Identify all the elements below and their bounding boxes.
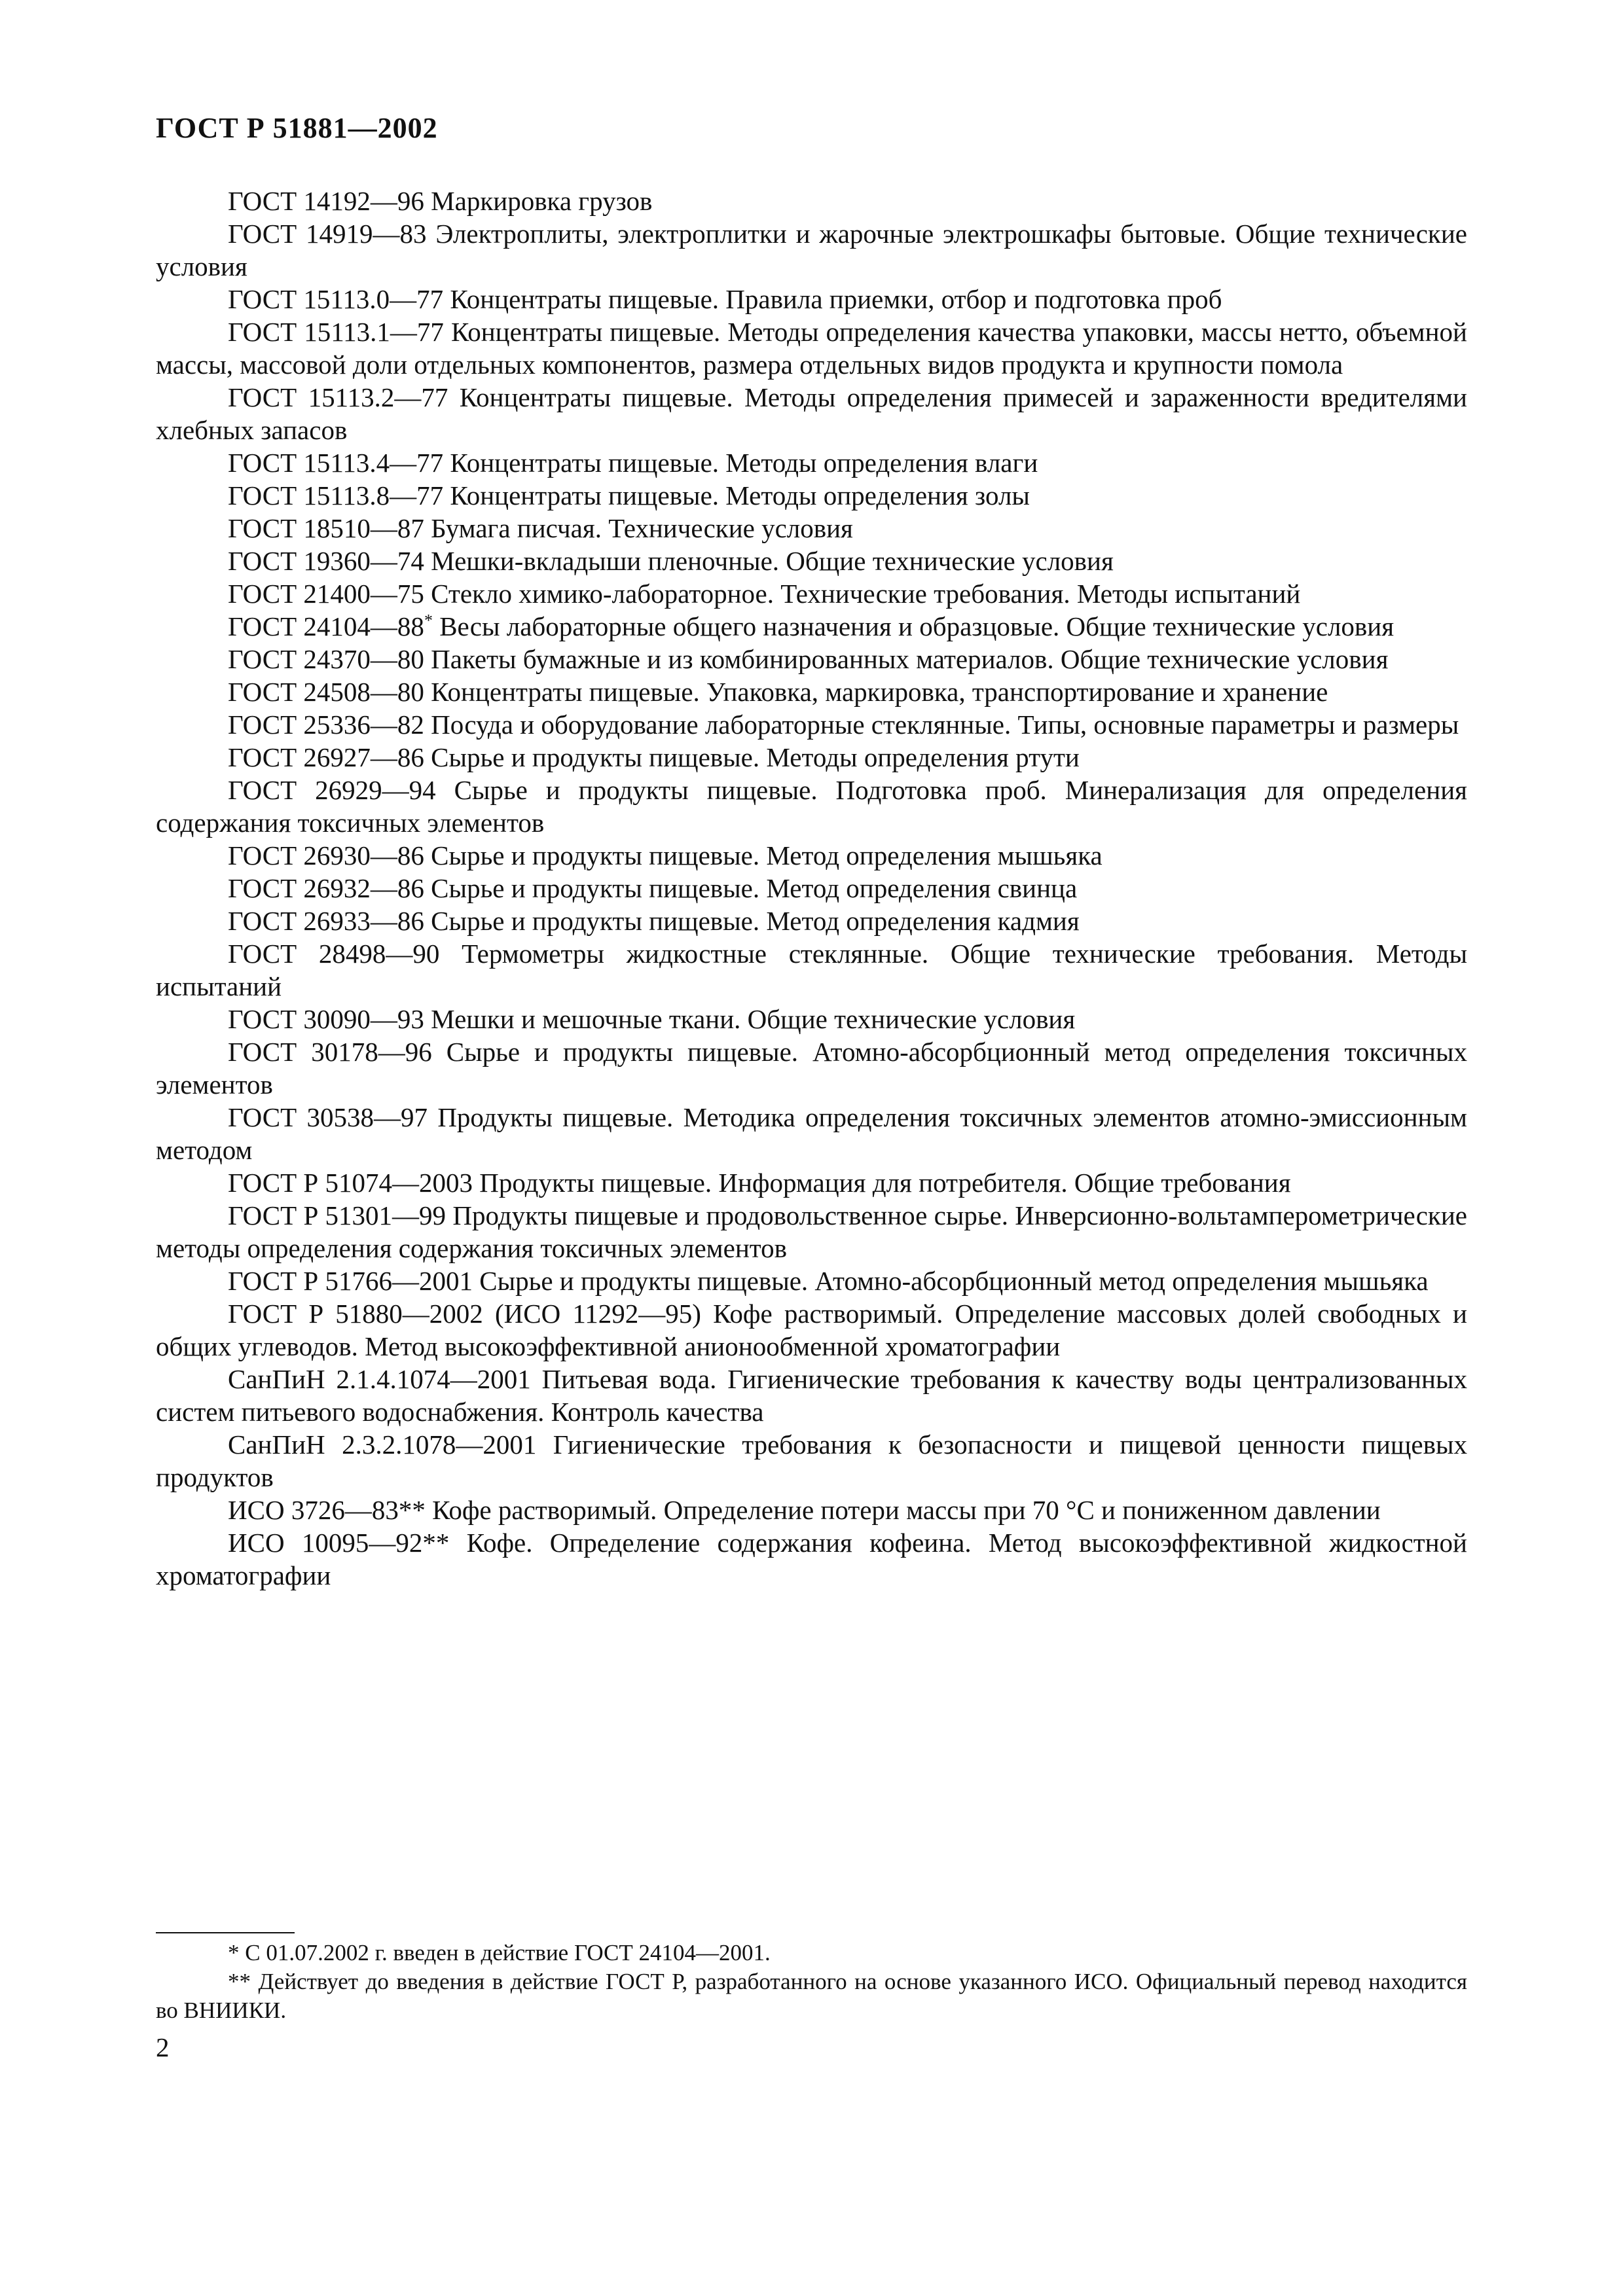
reference-text: ГОСТ 26932—86 Сырье и продукты пищевые. Метод определения свинца bbox=[228, 873, 1078, 903]
reference-text: ГОСТ 15113.1—77 Концентраты пищевые. Методы определения качества упаковки, массы нетто, объемной массы, массовой доли отдельных компонентов, размера отдельных видов продукта и крупности помола bbox=[156, 317, 1467, 380]
reference-text: ГОСТ 28498—90 Термометры жидкостные стеклянные. Общие технические требования. Методы испытаний bbox=[156, 939, 1467, 1001]
reference-text: ГОСТ 18510—87 Бумага писчая. Технические условия bbox=[228, 513, 853, 543]
reference-text: ГОСТ 30090—93 Мешки и мешочные ткани. Общие технические условия bbox=[228, 1004, 1076, 1034]
reference-text: ГОСТ 26927—86 Сырье и продукты пищевые. Методы определения ртути bbox=[228, 742, 1080, 772]
reference-text: СанПиН 2.3.2.1078—2001 Гигиенические требования к безопасности и пищевой ценности пищевых продуктов bbox=[156, 1429, 1467, 1492]
reference-text: ГОСТ 26933—86 Сырье и продукты пищевые. Метод определения кадмия bbox=[228, 906, 1080, 936]
reference-item bbox=[156, 1494, 1467, 1526]
reference-item bbox=[156, 1199, 1467, 1265]
reference-text: ГОСТ 14192—96 Маркировка грузов bbox=[228, 186, 653, 216]
normative-references-list bbox=[156, 185, 1467, 1592]
reference-item bbox=[156, 708, 1467, 741]
reference-item bbox=[156, 577, 1467, 610]
reference-text: ГОСТ 24370—80 Пакеты бумажные и из комбинированных материалов. Общие технические условия bbox=[228, 644, 1389, 674]
reference-text: ГОСТ 24104—88 bbox=[228, 611, 424, 641]
reference-text: ГОСТ 15113.4—77 Концентраты пищевые. Методы определения влаги bbox=[228, 448, 1038, 478]
reference-item bbox=[156, 283, 1467, 315]
reference-text: ГОСТ 19360—74 Мешки-вкладыши пленочные. Общие технические условия bbox=[228, 546, 1114, 576]
reference-text: ГОСТ 15113.2—77 Концентраты пищевые. Методы определения примесей и зараженности вредителями хлебных запасов bbox=[156, 382, 1467, 445]
reference-text: ГОСТ 26930—86 Сырье и продукты пищевые. Метод определения мышьяка bbox=[228, 840, 1103, 870]
reference-item bbox=[156, 1166, 1467, 1199]
document-header-title: ГОСТ Р 51881—2002 bbox=[156, 112, 438, 144]
footnotes-list bbox=[156, 1939, 1467, 2025]
reference-text: ГОСТ 30178—96 Сырье и продукты пищевые. Атомно-абсорбционный метод определения токсичных элементов bbox=[156, 1037, 1467, 1100]
reference-text: СанПиН 2.1.4.1074—2001 Питьевая вода. Гигиенические требования к качеству воды централизованных систем питьевого водоснабжения. Контроль качества bbox=[156, 1364, 1467, 1427]
reference-item bbox=[156, 315, 1467, 381]
reference-text: ГОСТ 26929—94 Сырье и продукты пищевые. Подготовка проб. Минерализация для определения содержания токсичных элементов bbox=[156, 775, 1467, 838]
reference-text: ИСО 10095—92** Кофе. Определение содержания кофеина. Метод высокоэффективной жидкостной хроматографии bbox=[156, 1528, 1467, 1590]
reference-item bbox=[156, 839, 1467, 872]
footnote-marker: * bbox=[424, 611, 433, 630]
reference-item bbox=[156, 185, 1467, 217]
reference-item bbox=[156, 741, 1467, 774]
reference-item bbox=[156, 675, 1467, 708]
reference-text: ГОСТ 14919—83 Электроплиты, электроплитки и жарочные электрошкафы бытовые. Общие технические условия bbox=[156, 219, 1467, 281]
reference-text: ГОСТ 30538—97 Продукты пищевые. Методика определения токсичных элементов атомно-эмиссионным методом bbox=[156, 1102, 1467, 1165]
footnote-item bbox=[156, 1967, 1467, 2025]
reference-text: ИСО 3726—83** Кофе растворимый. Определение потери массы при 70 °С и пониженном давлении bbox=[228, 1495, 1381, 1525]
reference-item bbox=[156, 512, 1467, 545]
footnote-text: * С 01.07.2002 г. введен в действие ГОСТ 24104—2001. bbox=[228, 1940, 771, 1965]
reference-item bbox=[156, 1526, 1467, 1592]
reference-text-rest: Весы лабораторные общего назначения и образцовые. Общие технические условия bbox=[432, 611, 1395, 641]
reference-item bbox=[156, 643, 1467, 675]
reference-item bbox=[156, 905, 1467, 937]
reference-text: ГОСТ Р 51301—99 Продукты пищевые и продовольственное сырье. Инверсионно-вольтамперометрические методы определения содержания токсичных элементов bbox=[156, 1200, 1467, 1263]
reference-item bbox=[156, 1035, 1467, 1101]
reference-text: ГОСТ 25336—82 Посуда и оборудование лабораторные стеклянные. Типы, основные параметры и размеры bbox=[228, 709, 1459, 740]
footnote-text: ** Действует до введения в действие ГОСТ Р, разработанного на основе указанного ИСО. Официальный перевод находится во ВНИИКИ. bbox=[156, 1969, 1467, 2023]
reference-item bbox=[156, 774, 1467, 839]
reference-item bbox=[156, 610, 1467, 643]
reference-item bbox=[156, 217, 1467, 283]
footnote-item bbox=[156, 1939, 1467, 1967]
reference-item bbox=[156, 937, 1467, 1003]
reference-text: ГОСТ Р 51766—2001 Сырье и продукты пищевые. Атомно-абсорбционный метод определения мышьяка bbox=[228, 1266, 1429, 1296]
footnote-separator bbox=[156, 1932, 295, 1933]
reference-text: ГОСТ Р 51880—2002 (ИСО 11292—95) Кофе растворимый. Определение массовых долей свободных и общих углеводов. Метод высокоэффективной анионообменной хроматографии bbox=[156, 1299, 1467, 1361]
reference-item bbox=[156, 1297, 1467, 1363]
page-number: 2 bbox=[156, 2032, 170, 2062]
reference-item bbox=[156, 1265, 1467, 1297]
reference-text: ГОСТ 15113.0—77 Концентраты пищевые. Правила приемки, отбор и подготовка проб bbox=[228, 284, 1222, 314]
reference-item bbox=[156, 1101, 1467, 1166]
reference-item bbox=[156, 446, 1467, 479]
reference-item bbox=[156, 1003, 1467, 1035]
reference-item bbox=[156, 1428, 1467, 1494]
reference-text: ГОСТ Р 51074—2003 Продукты пищевые. Информация для потребителя. Общие требования bbox=[228, 1168, 1291, 1198]
reference-item bbox=[156, 479, 1467, 512]
reference-text: ГОСТ 24508—80 Концентраты пищевые. Упаковка, маркировка, транспортирование и хранение bbox=[228, 677, 1328, 707]
reference-text: ГОСТ 15113.8—77 Концентраты пищевые. Методы определения золы bbox=[228, 480, 1030, 511]
reference-item bbox=[156, 381, 1467, 446]
reference-item bbox=[156, 872, 1467, 905]
reference-text: ГОСТ 21400—75 Стекло химико-лабораторное. Технические требования. Методы испытаний bbox=[228, 579, 1301, 609]
reference-item bbox=[156, 545, 1467, 577]
reference-item bbox=[156, 1363, 1467, 1428]
